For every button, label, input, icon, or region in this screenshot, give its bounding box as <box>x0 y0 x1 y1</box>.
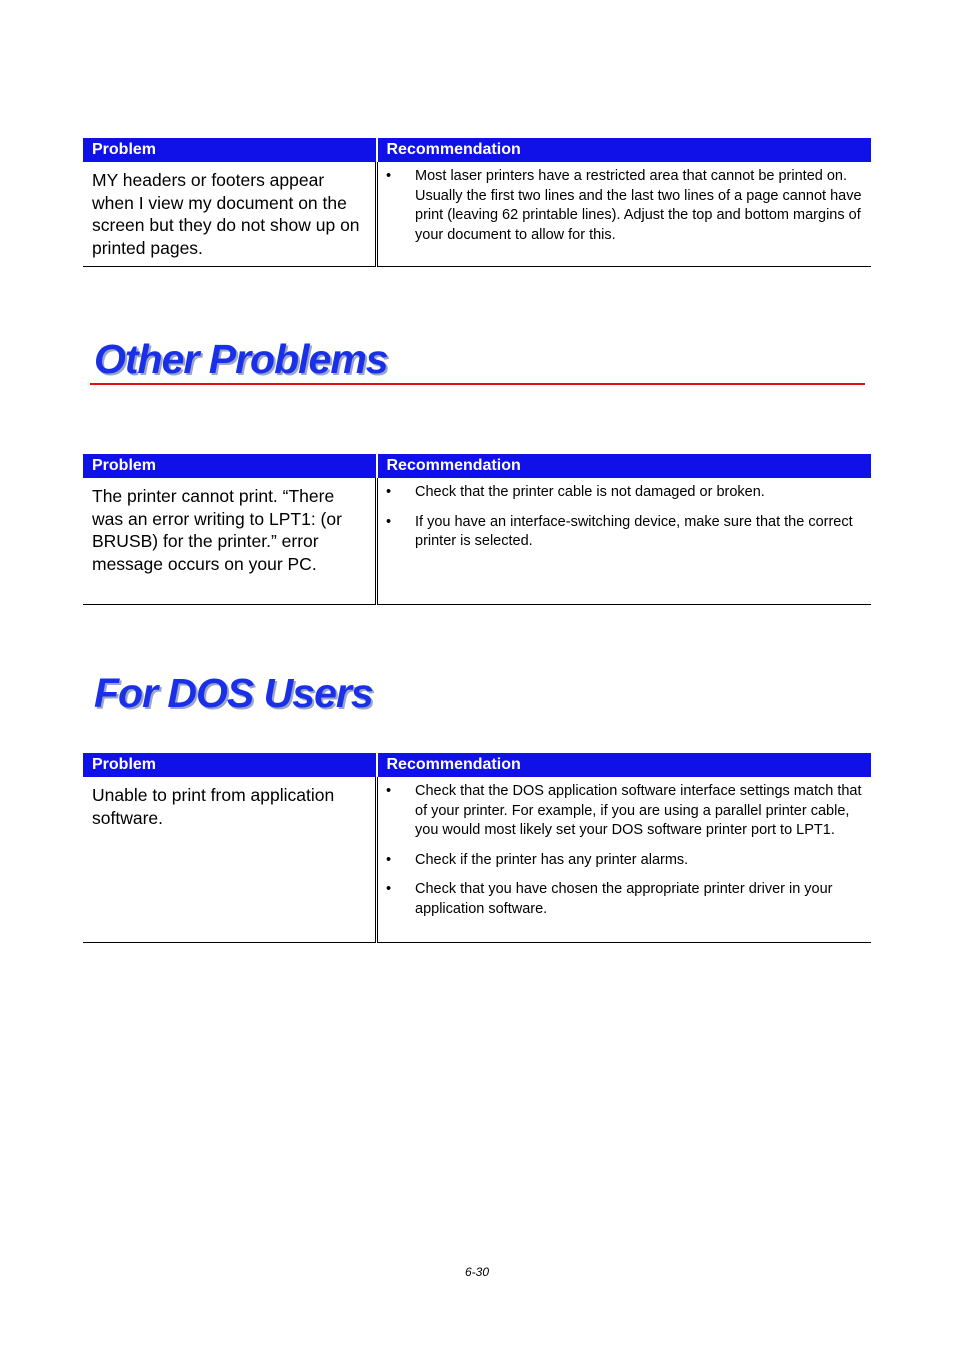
bullet-icon: • <box>386 484 392 500</box>
bullet-icon: • <box>386 881 392 897</box>
recommendation-header: Recommendation <box>377 753 872 777</box>
section-heading-other-problems: Other Problems <box>94 336 388 382</box>
troubleshooting-table-1 <box>83 138 871 267</box>
recommendation-item: • If you have an interface-switching device, make sure that the correct printer is selected. <box>386 513 853 549</box>
problem-cell: The printer cannot print. “There was an error writing to LPT1: (or BRUSB) for the printer.” error message occurs on your PC. <box>83 478 377 604</box>
bullet-icon: • <box>386 851 392 868</box>
bullet-icon: • <box>386 513 392 530</box>
problem-header: Problem <box>83 753 377 777</box>
bullet-icon: • <box>386 783 392 799</box>
problem-header: Problem <box>83 138 377 162</box>
troubleshooting-table-3 <box>83 753 871 943</box>
bullet-icon: • <box>386 168 392 184</box>
recommendation-header: Recommendation <box>377 138 872 162</box>
recommendation-item: • Check that you have chosen the appropriate printer driver in your application software. <box>386 881 833 917</box>
recommendation-cell <box>377 777 872 942</box>
recommendation-item: • Check if the printer has any printer alarms. <box>378 851 863 871</box>
recommendation-cell <box>377 162 872 266</box>
page-number: 6-30 <box>464 1265 490 1279</box>
problem-cell: MY headers or footers appear when I view my document on the screen but they do not show up on printed pages. <box>83 162 377 266</box>
recommendation-item: • Check that the DOS application software interface settings match that of your printer. For example, if you are using a parallel printer cable, you would most likely set your DOS software printer port to LPT1. <box>386 783 862 838</box>
recommendation-item: • Check that the printer cable is not damaged or broken. <box>378 483 863 503</box>
problem-header: Problem <box>83 454 377 478</box>
section-heading-dos-users: For DOS Users <box>94 670 373 716</box>
problem-cell: Unable to print from application software. <box>83 777 377 942</box>
recommendation-header: Recommendation <box>377 454 872 478</box>
recommendation-item: • Most laser printers have a restricted area that cannot be printed on. Usually the first two lines and the last two lines of a page cannot have print (leaving 62 printable lines). Adjust the top and bottom margins of your document to allow for this. <box>386 168 862 243</box>
troubleshooting-table-2 <box>83 454 871 605</box>
recommendation-cell <box>377 478 872 604</box>
heading-divider <box>90 383 865 385</box>
